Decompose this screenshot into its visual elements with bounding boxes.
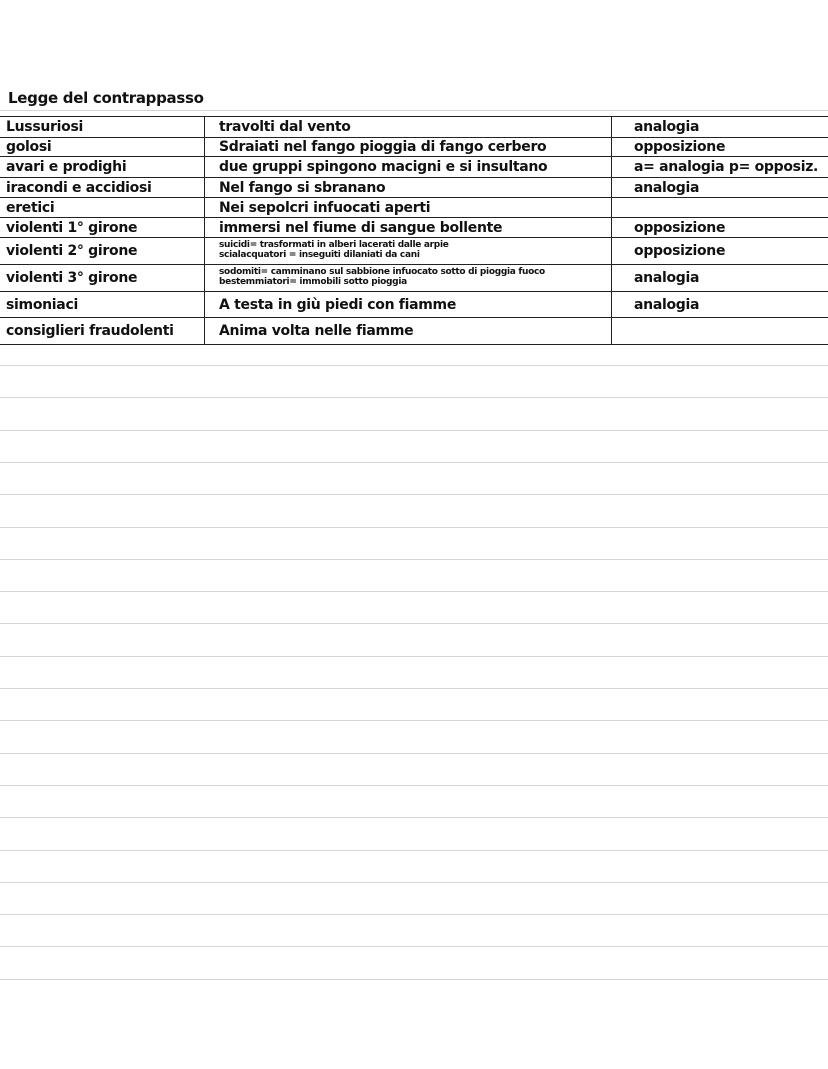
ruled-line (0, 462, 828, 463)
punishment: Sdraiati nel fango pioggia di fango cerbero (205, 138, 612, 157)
table-row (0, 318, 828, 345)
contrappasso-table (0, 116, 828, 345)
ruled-line (0, 882, 828, 883)
table-row (0, 178, 828, 198)
punishment: travolti dal vento (205, 117, 612, 138)
punishment (205, 265, 612, 292)
table-row (0, 218, 828, 238)
sinner-group: violenti 3° girone (0, 265, 205, 292)
punishment: Nel fango si sbranano (205, 178, 612, 198)
ruled-line (0, 817, 828, 818)
table-row (0, 117, 828, 138)
page-title: Legge del contrappasso (8, 89, 204, 107)
sinner-group: iracondi e accidiosi (0, 178, 205, 198)
ruled-line (0, 397, 828, 398)
ruled-line (0, 720, 828, 721)
contrappasso-type (612, 318, 828, 345)
ruled-line (0, 527, 828, 528)
punishment (205, 238, 612, 265)
punishment-line: suicidi= trasformati in alberi lacerati dalle arpie (219, 240, 449, 251)
punishment: due gruppi spingono macigni e si insultano (205, 157, 612, 178)
ruled-line (0, 656, 828, 657)
contrappasso-type: analogia (612, 265, 828, 292)
sinner-group: violenti 1° girone (0, 218, 205, 238)
table-row (0, 238, 828, 265)
punishment-line: bestemmiatori= immobili sotto pioggia (219, 277, 407, 287)
ruled-line (0, 430, 828, 431)
sinner-group: golosi (0, 138, 205, 157)
ruled-line (0, 623, 828, 624)
ruled-line (0, 753, 828, 754)
table-row (0, 265, 828, 292)
contrappasso-type (612, 198, 828, 218)
table-row (0, 292, 828, 318)
ruled-line (0, 688, 828, 689)
contrappasso-type: opposizione (612, 218, 828, 238)
sinner-group: avari e prodighi (0, 157, 205, 178)
contrappasso-type: opposizione (612, 238, 828, 265)
ruled-line (0, 850, 828, 851)
ruled-line (0, 559, 828, 560)
ruled-line (0, 494, 828, 495)
contrappasso-type: a= analogia p= opposiz. (612, 157, 828, 178)
table-row (0, 138, 828, 157)
sinner-group: simoniaci (0, 292, 205, 318)
contrappasso-type: analogia (612, 292, 828, 318)
ruled-line (0, 365, 828, 366)
table-row (0, 157, 828, 178)
ruled-line (0, 979, 828, 980)
ruled-line (0, 785, 828, 786)
punishment: Anima volta nelle fiamme (205, 318, 612, 345)
ruled-line (0, 110, 828, 111)
ruled-line (0, 591, 828, 592)
sinner-group: violenti 2° girone (0, 238, 205, 265)
ruled-line (0, 946, 828, 947)
punishment-line: sodomiti= camminano sul sabbione infuocato sotto di pioggia fuoco (219, 267, 545, 278)
punishment: immersi nel fiume di sangue bollente (205, 218, 612, 238)
contrappasso-type: analogia (612, 178, 828, 198)
punishment: Nei sepolcri infuocati aperti (205, 198, 612, 218)
contrappasso-type: analogia (612, 117, 828, 138)
punishment-line: scialacquatori = inseguiti dilaniati da cani (219, 250, 420, 260)
sinner-group: eretici (0, 198, 205, 218)
contrappasso-type: opposizione (612, 138, 828, 157)
punishment: A testa in giù piedi con fiamme (205, 292, 612, 318)
table-row (0, 198, 828, 218)
sinner-group: Lussuriosi (0, 117, 205, 138)
ruled-line (0, 914, 828, 915)
sinner-group: consiglieri fraudolenti (0, 318, 205, 345)
